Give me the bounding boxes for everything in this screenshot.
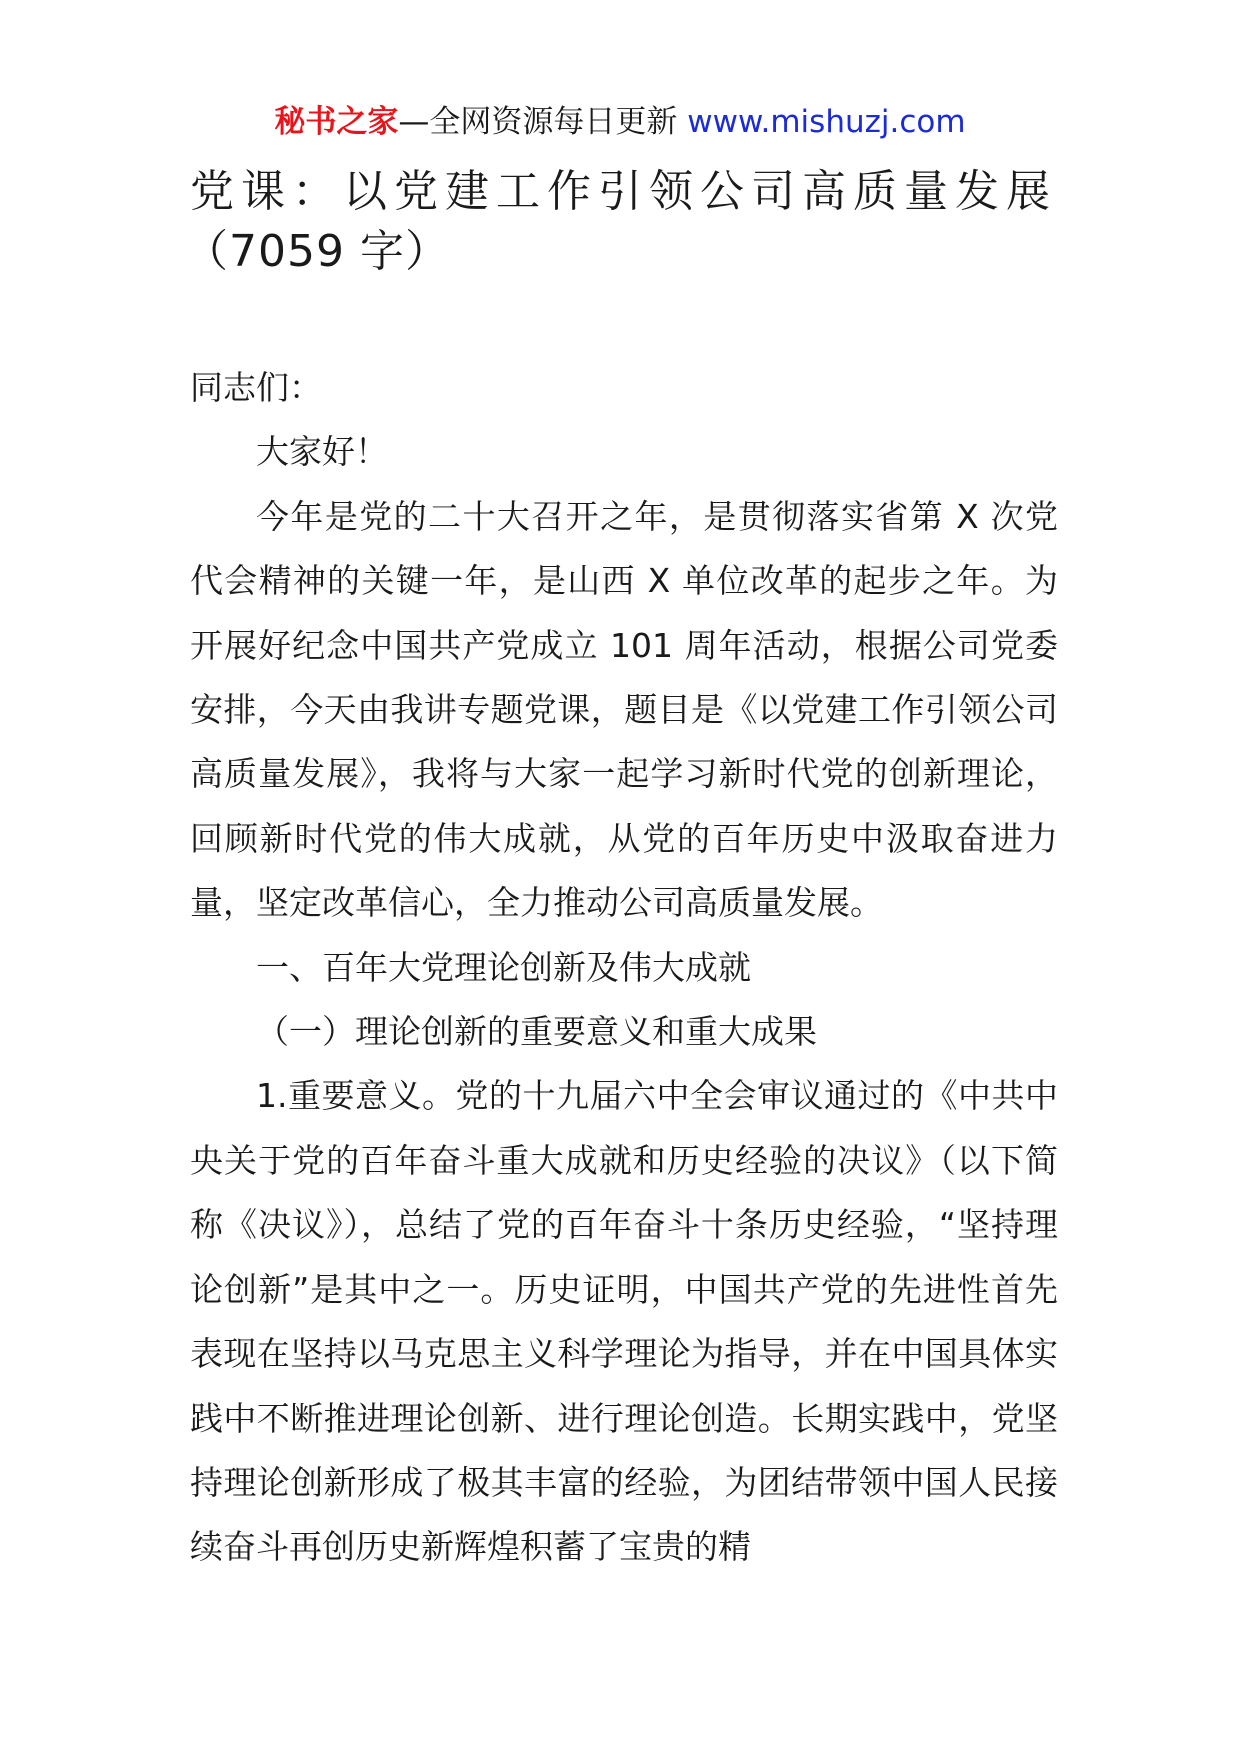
subsection-heading: （一）理论创新的重要意义和重大成果 xyxy=(256,1012,817,1052)
title-line-1: 党课：以党建工作引领公司高质量发展 xyxy=(190,166,1057,217)
body-paragraph: 1.重要意义。党的十九届六中全会审议通过的《中共中央关于党的百年奋斗重大成就和历史经验的决议》（以下简称《决议》），总结了党的百年奋斗十条历史经验，“坚持理论创新”是其中之一。历史证明，中国共产党的先进性首先表现在坚持以马克思主义科学理论为指导，并在中国具体实践中不断推进理论创新、进行理论创造。长期实践中，党坚持理论创新形成了极其丰富的经验，为团结带领中国人民接续奋斗再创历史新辉煌积蓄了宝贵的精 xyxy=(190,1076,1058,1567)
intro-paragraph: 今年是党的二十大召开之年，是贯彻落实省第 X 次党代会精神的关键一年，是山西 X 单位改革的起步之年。为开展好纪念中国共产党成立 101 周年活动，根据公司党委安排，今天由我讲专题党课，题目是《以党建工作引领公司高质量发展》，我将与大家一起学习新时代党的创新理论，回顾新时代党的伟大成就，从党的百年历史中汲取奋进力量，坚定改革信心，全力推动公司高质量发展。 xyxy=(190,496,1058,923)
site-url-link[interactable]: www.mishuzj.com xyxy=(687,104,966,140)
section-heading: 一、百年大党理论创新及伟大成就 xyxy=(256,947,751,987)
site-name: 秘书之家 xyxy=(274,104,399,140)
greeting: 大家好！ xyxy=(256,432,388,472)
document-body xyxy=(190,356,1058,1580)
title-line-2: （7059 字） xyxy=(184,226,450,277)
banner-tagline: —全网资源每日更新 xyxy=(398,104,688,140)
salutation: 同志们： xyxy=(190,368,322,407)
site-banner xyxy=(0,100,1240,144)
document-title xyxy=(184,162,1062,282)
